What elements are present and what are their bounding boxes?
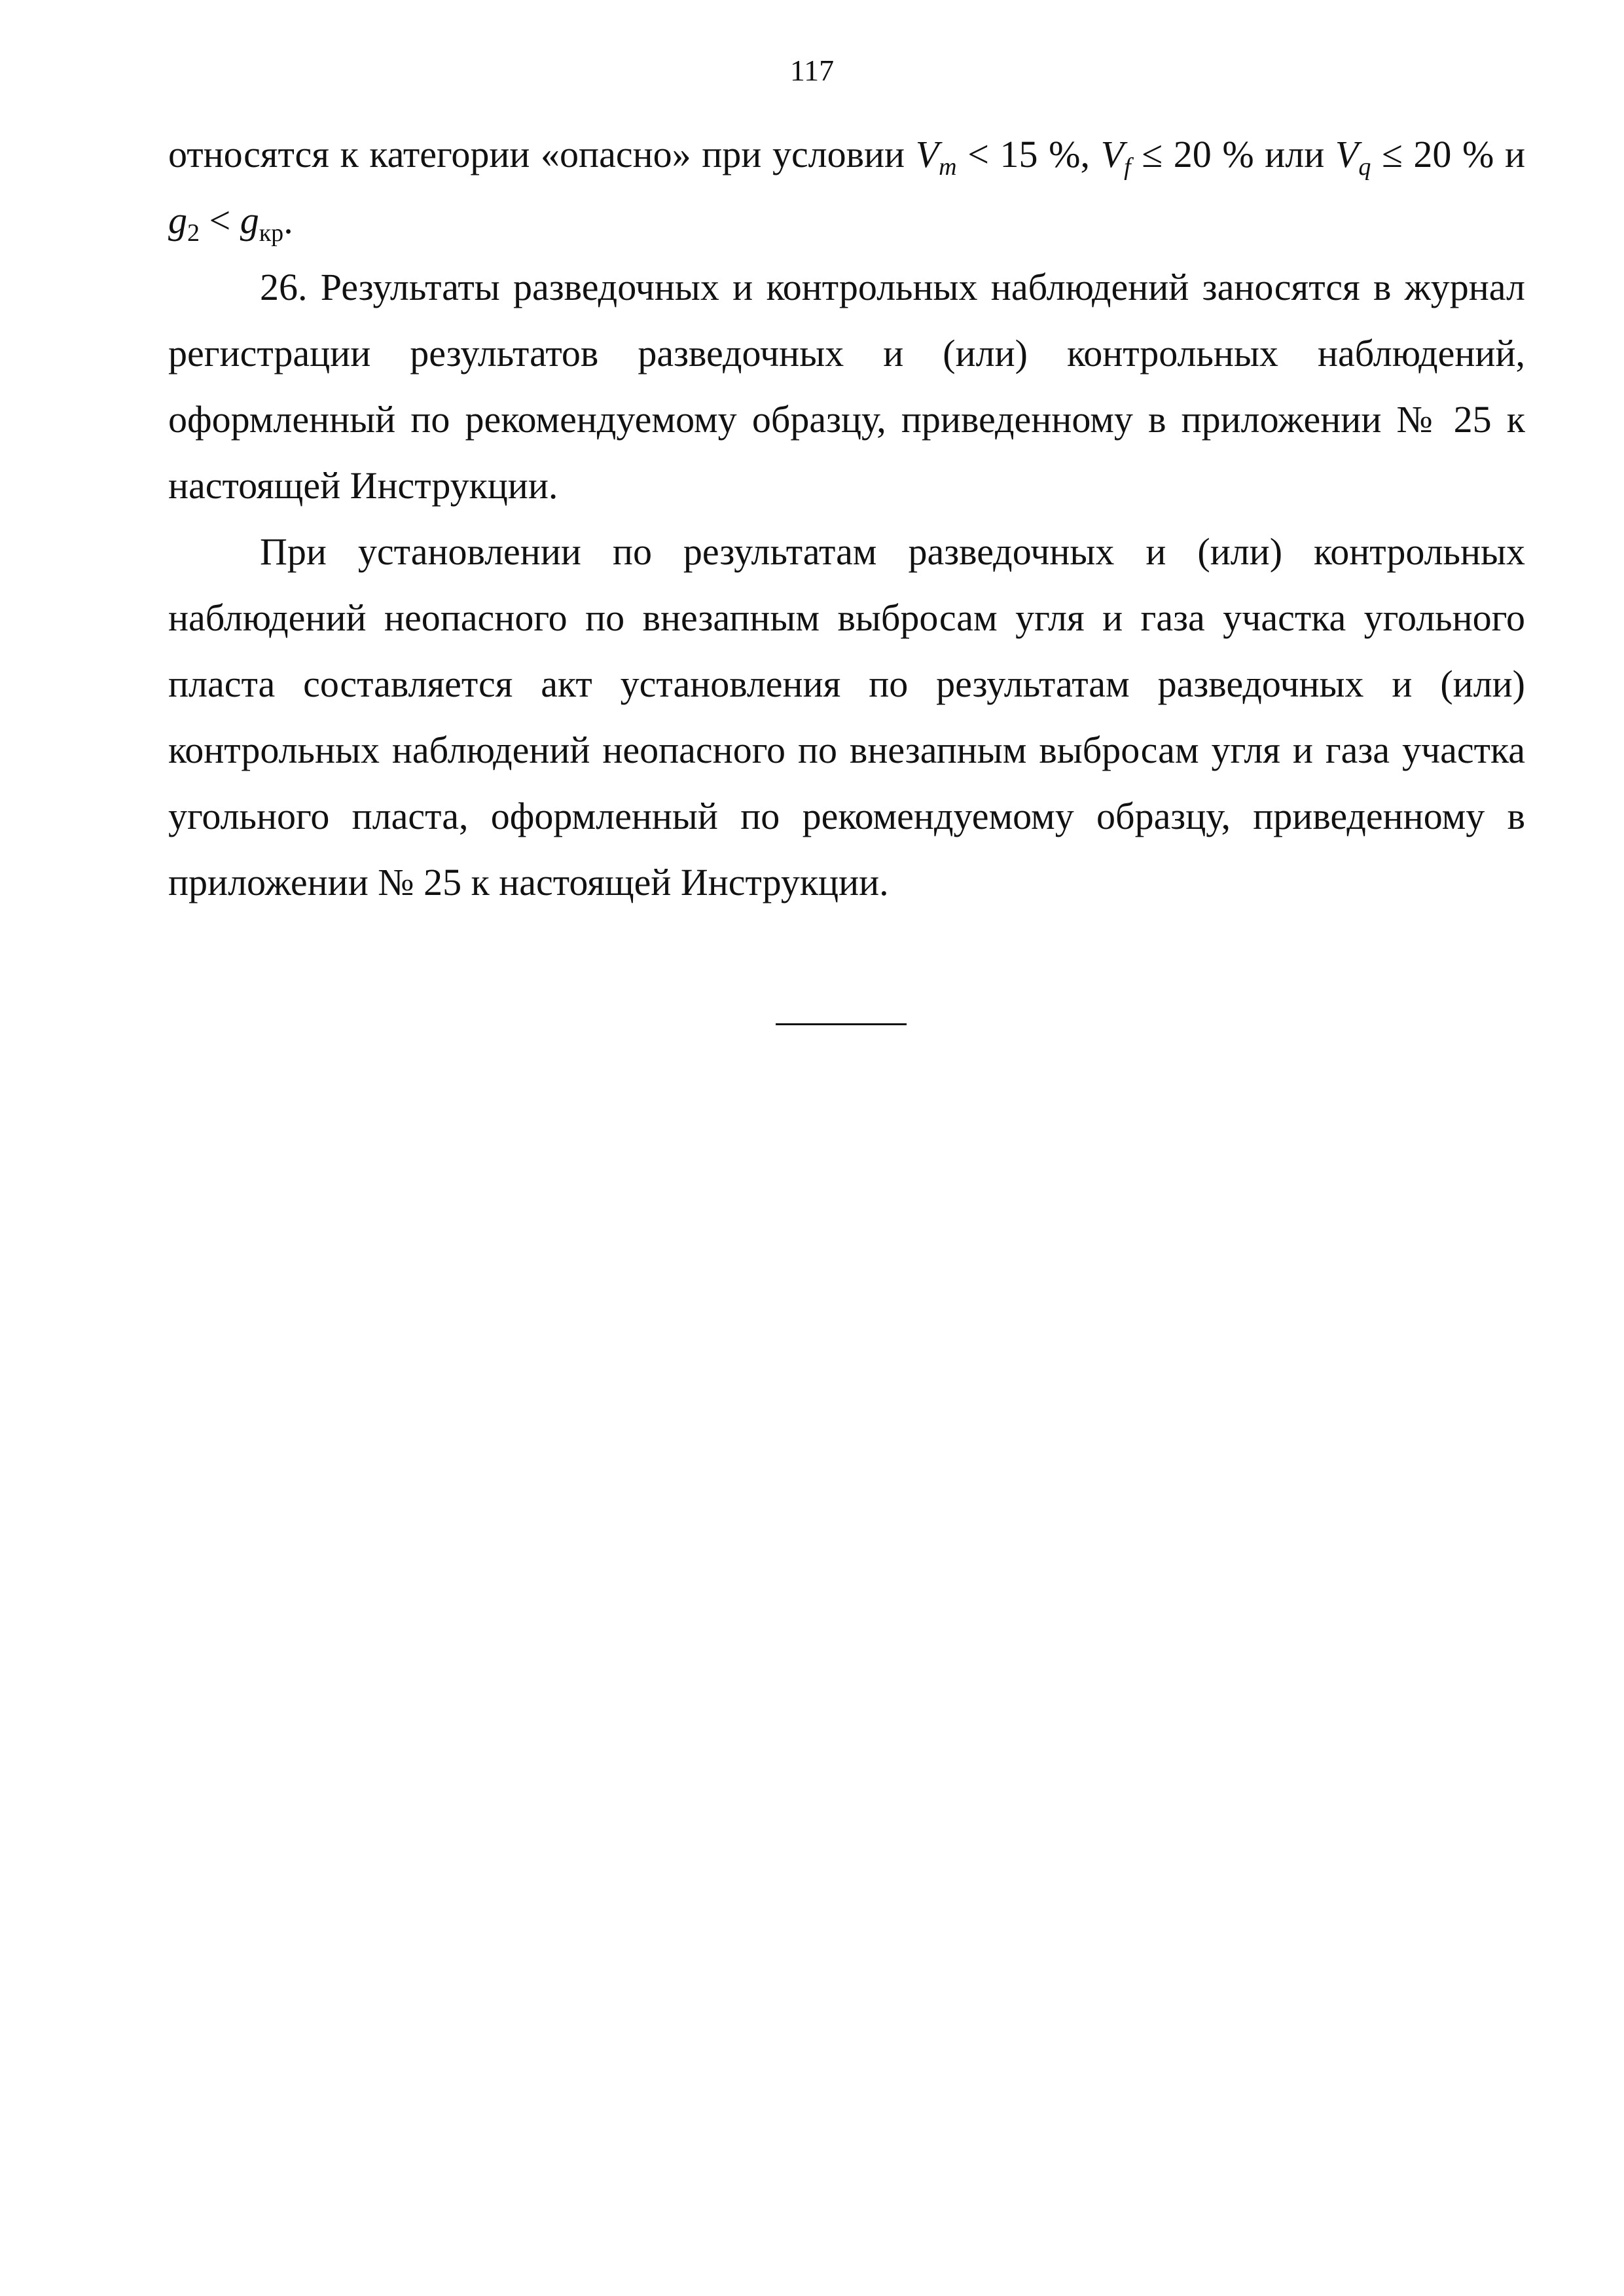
paragraph-act-text: При установлении по результатам разведочных и (или) контрольных наблюдений неопасного по внезапным выбросам угля и газа участка угольного пласта составляется акт установления по результатам разведочных и (или) контрольных наблюдений неопасного по внезапным выбросам угля и газа участка угольного пласта, оформленный по рекомендуемому образцу, приведенному в приложении № 25 к настоящей Инструкции. [168, 530, 1525, 903]
paragraph-26 [168, 254, 1525, 519]
condition-text: относятся к категории «опасно» при условии $V_m < 15$ %, $V_f \le 20$ % или $V_q \le 20$ % и $g_2 < g_{кр}$. [168, 133, 1526, 247]
closing-rule [776, 1023, 907, 1025]
paragraph-26-text: 26. Результаты разведочных и контрольных наблюдений заносятся в журнал регистрации результатов разведочных и (или) контрольных наблюдений, оформленный по рекомендуемому образцу, приведенному в приложении № 25 к настоящей Инструкции. [168, 266, 1525, 507]
paragraph-act [168, 519, 1525, 915]
paragraph-continuation [168, 121, 1525, 253]
page-number: 117 [789, 54, 835, 87]
